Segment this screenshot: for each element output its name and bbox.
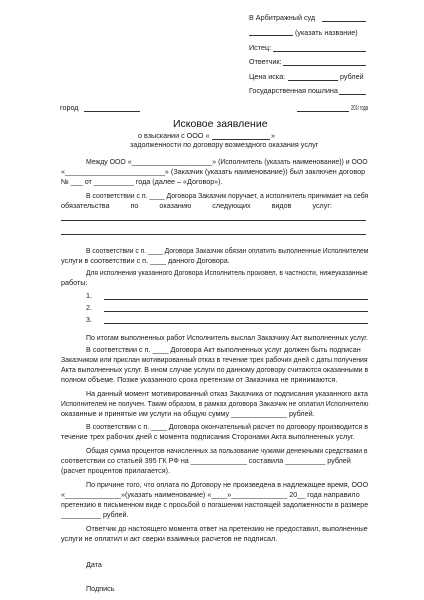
p8-line2: течение трех рабочих дней с момента подписания Сторонами Акта выполненных услуг. — [61, 432, 355, 441]
p1-line2: «_________________________» (Заказчик (указать наименование)) был заключен договор — [61, 167, 366, 176]
p10-line1: По причине того, что оплата по Договору не произведена в надлежащее время, ООО — [86, 480, 369, 489]
p7-line1: На данный момент мотивированный отказ Заказчика от подписания указанного акта — [86, 389, 368, 398]
date-label: Дата — [86, 560, 102, 569]
year-label: 201г года — [351, 103, 369, 112]
p11-line1: Ответчик до настоящего момента ответ на претензию не предоставил, выполненные — [86, 524, 368, 533]
list-item-line — [104, 323, 368, 324]
title-sub1a: о взыскании с ООО « — [138, 131, 210, 140]
p3-line2: услуги в соответствии с п. ____ данного Договора. — [61, 256, 230, 265]
state-fee-line — [339, 94, 366, 95]
court-hint: (указать название) — [295, 28, 358, 37]
defendant-label: Ответчик: — [249, 57, 282, 66]
p7-line2: Исполнителем не получен. Таким образом, в рамках договора Заказчик не оплатил Исполнителю — [61, 399, 369, 408]
court-name-line — [249, 35, 293, 36]
list-item: 2. — [86, 303, 92, 312]
p4-line2: работы: — [61, 278, 88, 287]
p9-line1: Общая сумма процентов начисленных за пользование чужими денежными средствами в — [86, 446, 368, 455]
p2-line2: обязательства по оказанию следующих видов услуг: — [61, 201, 332, 210]
document-title: Исковое заявление — [173, 118, 268, 130]
p5: По итогам выполненных работ Исполнитель выслал Заказчику Акт выполненных услуг. — [86, 333, 368, 342]
list-item-line — [104, 311, 368, 312]
p3-line1: В соответствии с п. ____ Договора Заказчик обязан оплатить выполненные Исполнителем — [86, 246, 369, 255]
p1-line1: Между ООО «_____________________» (Исполнитель (указать наименование)) и ООО — [86, 157, 368, 166]
services-line-1 — [61, 220, 366, 221]
p6-line4: полном объеме. Позже указанного срока претензии от Заказчика не принимаются. — [61, 375, 338, 384]
claim-price-unit: рублей — [340, 72, 364, 81]
p6-line1: В соответствии с п. ____ Договора Акт выполненных услуг должен быть подписан — [86, 345, 361, 354]
services-line-2 — [61, 234, 366, 235]
claim-price-line — [288, 80, 338, 81]
p9-line2: соответствии со статьей 395 ГК РФ на ______________ составила __________ рублей — [61, 456, 351, 465]
list-item-line — [104, 299, 368, 300]
plaintiff-line — [273, 51, 366, 52]
p2-line1: В соответствии с п. ____ Договора Заказчик поручает, а исполнитель принимает на себя — [86, 191, 369, 200]
date-line — [297, 111, 349, 112]
p9-line3: (расчет процентов прилагается). — [61, 466, 171, 475]
list-item: 1. — [86, 291, 92, 300]
p6-line3: Акта выполненных услуг. В ином случае услуги по данному договору считаются оказанными в — [61, 365, 369, 374]
city-line — [84, 111, 140, 112]
p4-line1: Для исполнения указанного Договора Исполнитель произвел, в частности, нижеуказанные — [86, 268, 368, 277]
plaintiff-label: Истец: — [249, 43, 272, 52]
title-sub2: задолженности по договору возмездного оказания услуг — [130, 140, 319, 149]
p8-line1: В соответствии с п. ____ Договора окончательный расчет по договору производится в — [86, 422, 368, 431]
court-line — [322, 21, 366, 22]
state-fee-label: Государственная пошлина — [249, 86, 338, 95]
p1-line3: № ___ от __________ года (далее – «Договор»). — [61, 177, 223, 186]
city-label: город — [60, 103, 79, 112]
court-label: В Арбитражный суд — [249, 13, 316, 22]
signature-label: Подпись — [86, 584, 115, 593]
p11-line2: услуги не оплатил и акт сверки взаимных расчетов не подписал. — [61, 534, 278, 543]
p10-line3: претензию в письменном виде с просьбой о погашении настоящей задолженности в размере — [61, 500, 369, 509]
p6-line2: Заказчиком или прислан мотивированный отказ в течение трех рабочих дней с даты получения — [61, 355, 368, 364]
defendant-line — [283, 65, 366, 66]
list-item: 3. — [86, 315, 92, 324]
p10-line4: __________ рублей. — [61, 510, 129, 519]
p10-line2: «______________»(указать наименование) «____»______________ 20__ года направило — [61, 490, 360, 499]
p7-line3: оказанные и принятые им услуги на общую сумму ______________ рублей. — [61, 409, 315, 418]
claim-price-label: Цена иска: — [249, 72, 286, 81]
title-sub1b: » — [271, 131, 275, 140]
